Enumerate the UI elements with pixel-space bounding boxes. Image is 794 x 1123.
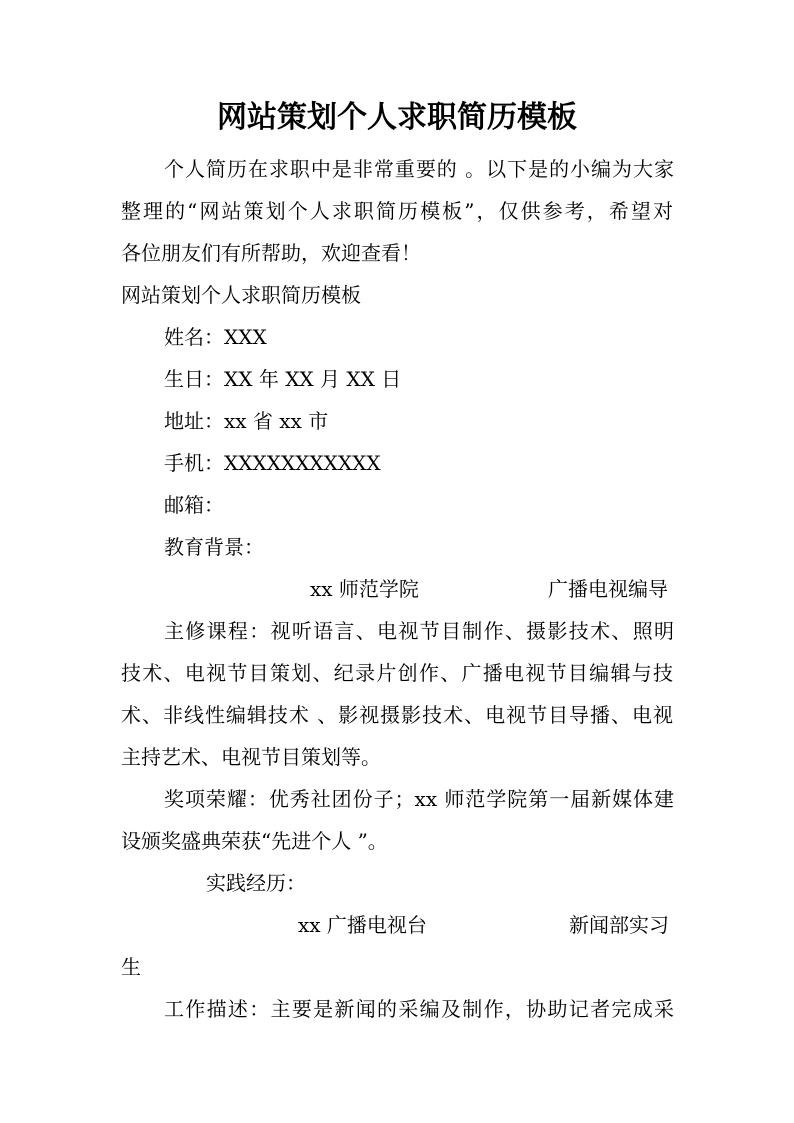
- field-name: 姓名：XXX: [164, 325, 267, 349]
- field-birthday: 生日：XX 年 XX 月 XX 日: [164, 367, 402, 391]
- intro-line-3: 各位朋友们有所帮助，欢迎查看！: [121, 241, 421, 265]
- courses-line-2: 技术、电视节目策划、纪录片创作、广播电视节目编辑与技: [121, 661, 673, 685]
- practice-org: xx 广播电视台: [298, 913, 427, 937]
- field-phone: 手机：XXXXXXXXXXX: [164, 451, 381, 475]
- practice-heading: 实践经历：: [206, 871, 306, 895]
- intro-line-2: 整理的“网站策划个人求职简历模板”，仅供参考，希望对: [121, 199, 673, 223]
- practice-desc: 工作描述：主要是新闻的采编及制作，协助记者完成采: [164, 997, 674, 1021]
- practice-role-cont: 生: [121, 955, 141, 979]
- education-major: 广播电视编导: [548, 577, 668, 601]
- courses-line-3: 术、非线性编辑技术 、影视摄影技术、电视节目导播、电视: [121, 703, 673, 727]
- education-heading: 教育背景：: [164, 535, 264, 559]
- field-email: 邮箱：: [164, 493, 224, 517]
- education-school: xx 师范学院: [310, 577, 419, 601]
- field-address: 地址：xx 省 xx 市: [164, 409, 329, 433]
- awards-line-2: 设颁奖盛典荣获“先进个人 ”。: [121, 829, 388, 853]
- courses-line-4: 主持艺术、电视节目策划等。: [121, 745, 381, 769]
- courses-line-1: 主修课程：视听语言、电视节目制作、摄影技术、照明: [164, 619, 674, 643]
- awards-line-1: 奖项荣耀：优秀社团份子；xx 师范学院第一届新媒体建: [164, 787, 674, 811]
- intro-line-1: 个人简历在求职中是非常重要的 。以下是的小编为大家: [164, 157, 674, 181]
- practice-role: 新闻部实习: [569, 913, 669, 937]
- document-title: 网站策划个人求职简历模板: [217, 100, 577, 135]
- section-subtitle: 网站策划个人求职简历模板: [121, 283, 361, 307]
